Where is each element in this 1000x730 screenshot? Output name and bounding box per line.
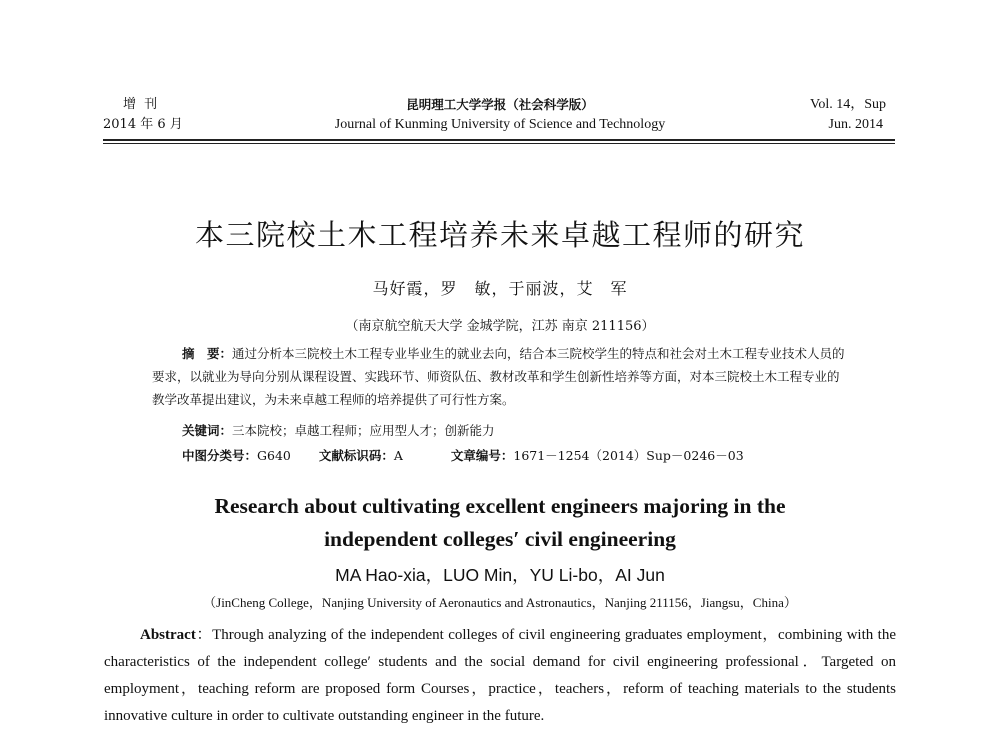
paper-title-en-line1: Research about cultivating excellent engineers majoring in the [214, 494, 786, 518]
abstract-en-separator: ： [195, 627, 213, 643]
abstract-en-label: Abstract [140, 627, 196, 643]
classification-line [182, 446, 744, 464]
authors-cn: 马好霞，罗 敏，于丽波，艾 军 [372, 279, 628, 298]
article-number-label: 文章编号： [450, 448, 514, 463]
header-rule-thin [103, 143, 895, 144]
affiliation-en: （JinCheng College，Nanjing University of Aeronautics and Astronautics，Nanjing 211156，Jiangsu，China） [203, 595, 797, 610]
journal-volume: Vol. 14，Sup [810, 97, 886, 112]
journal-title-cn: 昆明理工大学学报（社会科学版） [406, 97, 594, 112]
journal-title-en: Journal of Kunming University of Science and Technology [334, 117, 666, 132]
paper-title-en-line2: independent colleges′ civil engineering [324, 527, 676, 551]
keywords-cn [182, 421, 495, 439]
affiliation-cn: （南京航空航天大学 金城学院，江苏 南京 211156） [345, 319, 655, 334]
doc-code-label: 文献标识码： [318, 448, 394, 463]
keywords-cn-label: 关键词： [182, 423, 233, 438]
abstract-cn [152, 342, 850, 411]
header-rule-thick [103, 139, 895, 141]
abstract-cn-text: 通过分析本三院校土木工程专业毕业生的就业去向，结合本三院校学生的特点和社会对土木工程专业技术人员的要求，以就业为导向分别从课程设置、实践环节、师资队伍、教材改革和学生创新性培养等方面，对本三院校土木工程专业的教学改革提出建议，为未来卓越工程师的培养提供了可行性方案。 [152, 346, 845, 407]
issue-type: 增 刊 [123, 97, 160, 112]
keywords-cn-text: 三本院校；卓越工程师；应用型人才；创新能力 [232, 423, 495, 438]
journal-month: Jun. 2014 [828, 117, 883, 132]
doc-code-value: A [393, 448, 403, 463]
abstract-en [104, 622, 896, 730]
abstract-cn-label: 摘 要： [182, 346, 233, 361]
abstract-en-text: Through analyzing of the independent colleges of civil engineering graduates employment，combining with the characteristics of the independent college′ students and the social demand for civil engineering professional．Targeted on employment，teaching reform are proposed form Courses，practice，teachers，reform of teaching materials to the students innovative culture in order to cultivate outstanding engineer in the future. [104, 627, 896, 724]
clc-label: 中图分类号： [182, 448, 258, 463]
article-number-value: 1671－1254（2014）Sup－0246－03 [513, 448, 744, 463]
paper-title-cn: 本三院校土木工程培养未来卓越工程师的研究 [194, 218, 805, 252]
issue-date: 2014 年 6 月 [103, 117, 183, 132]
clc-value: G640 [257, 448, 291, 463]
authors-en: MA Hao-xia，LUO Min，YU Li-bo，AI Jun [335, 565, 665, 585]
